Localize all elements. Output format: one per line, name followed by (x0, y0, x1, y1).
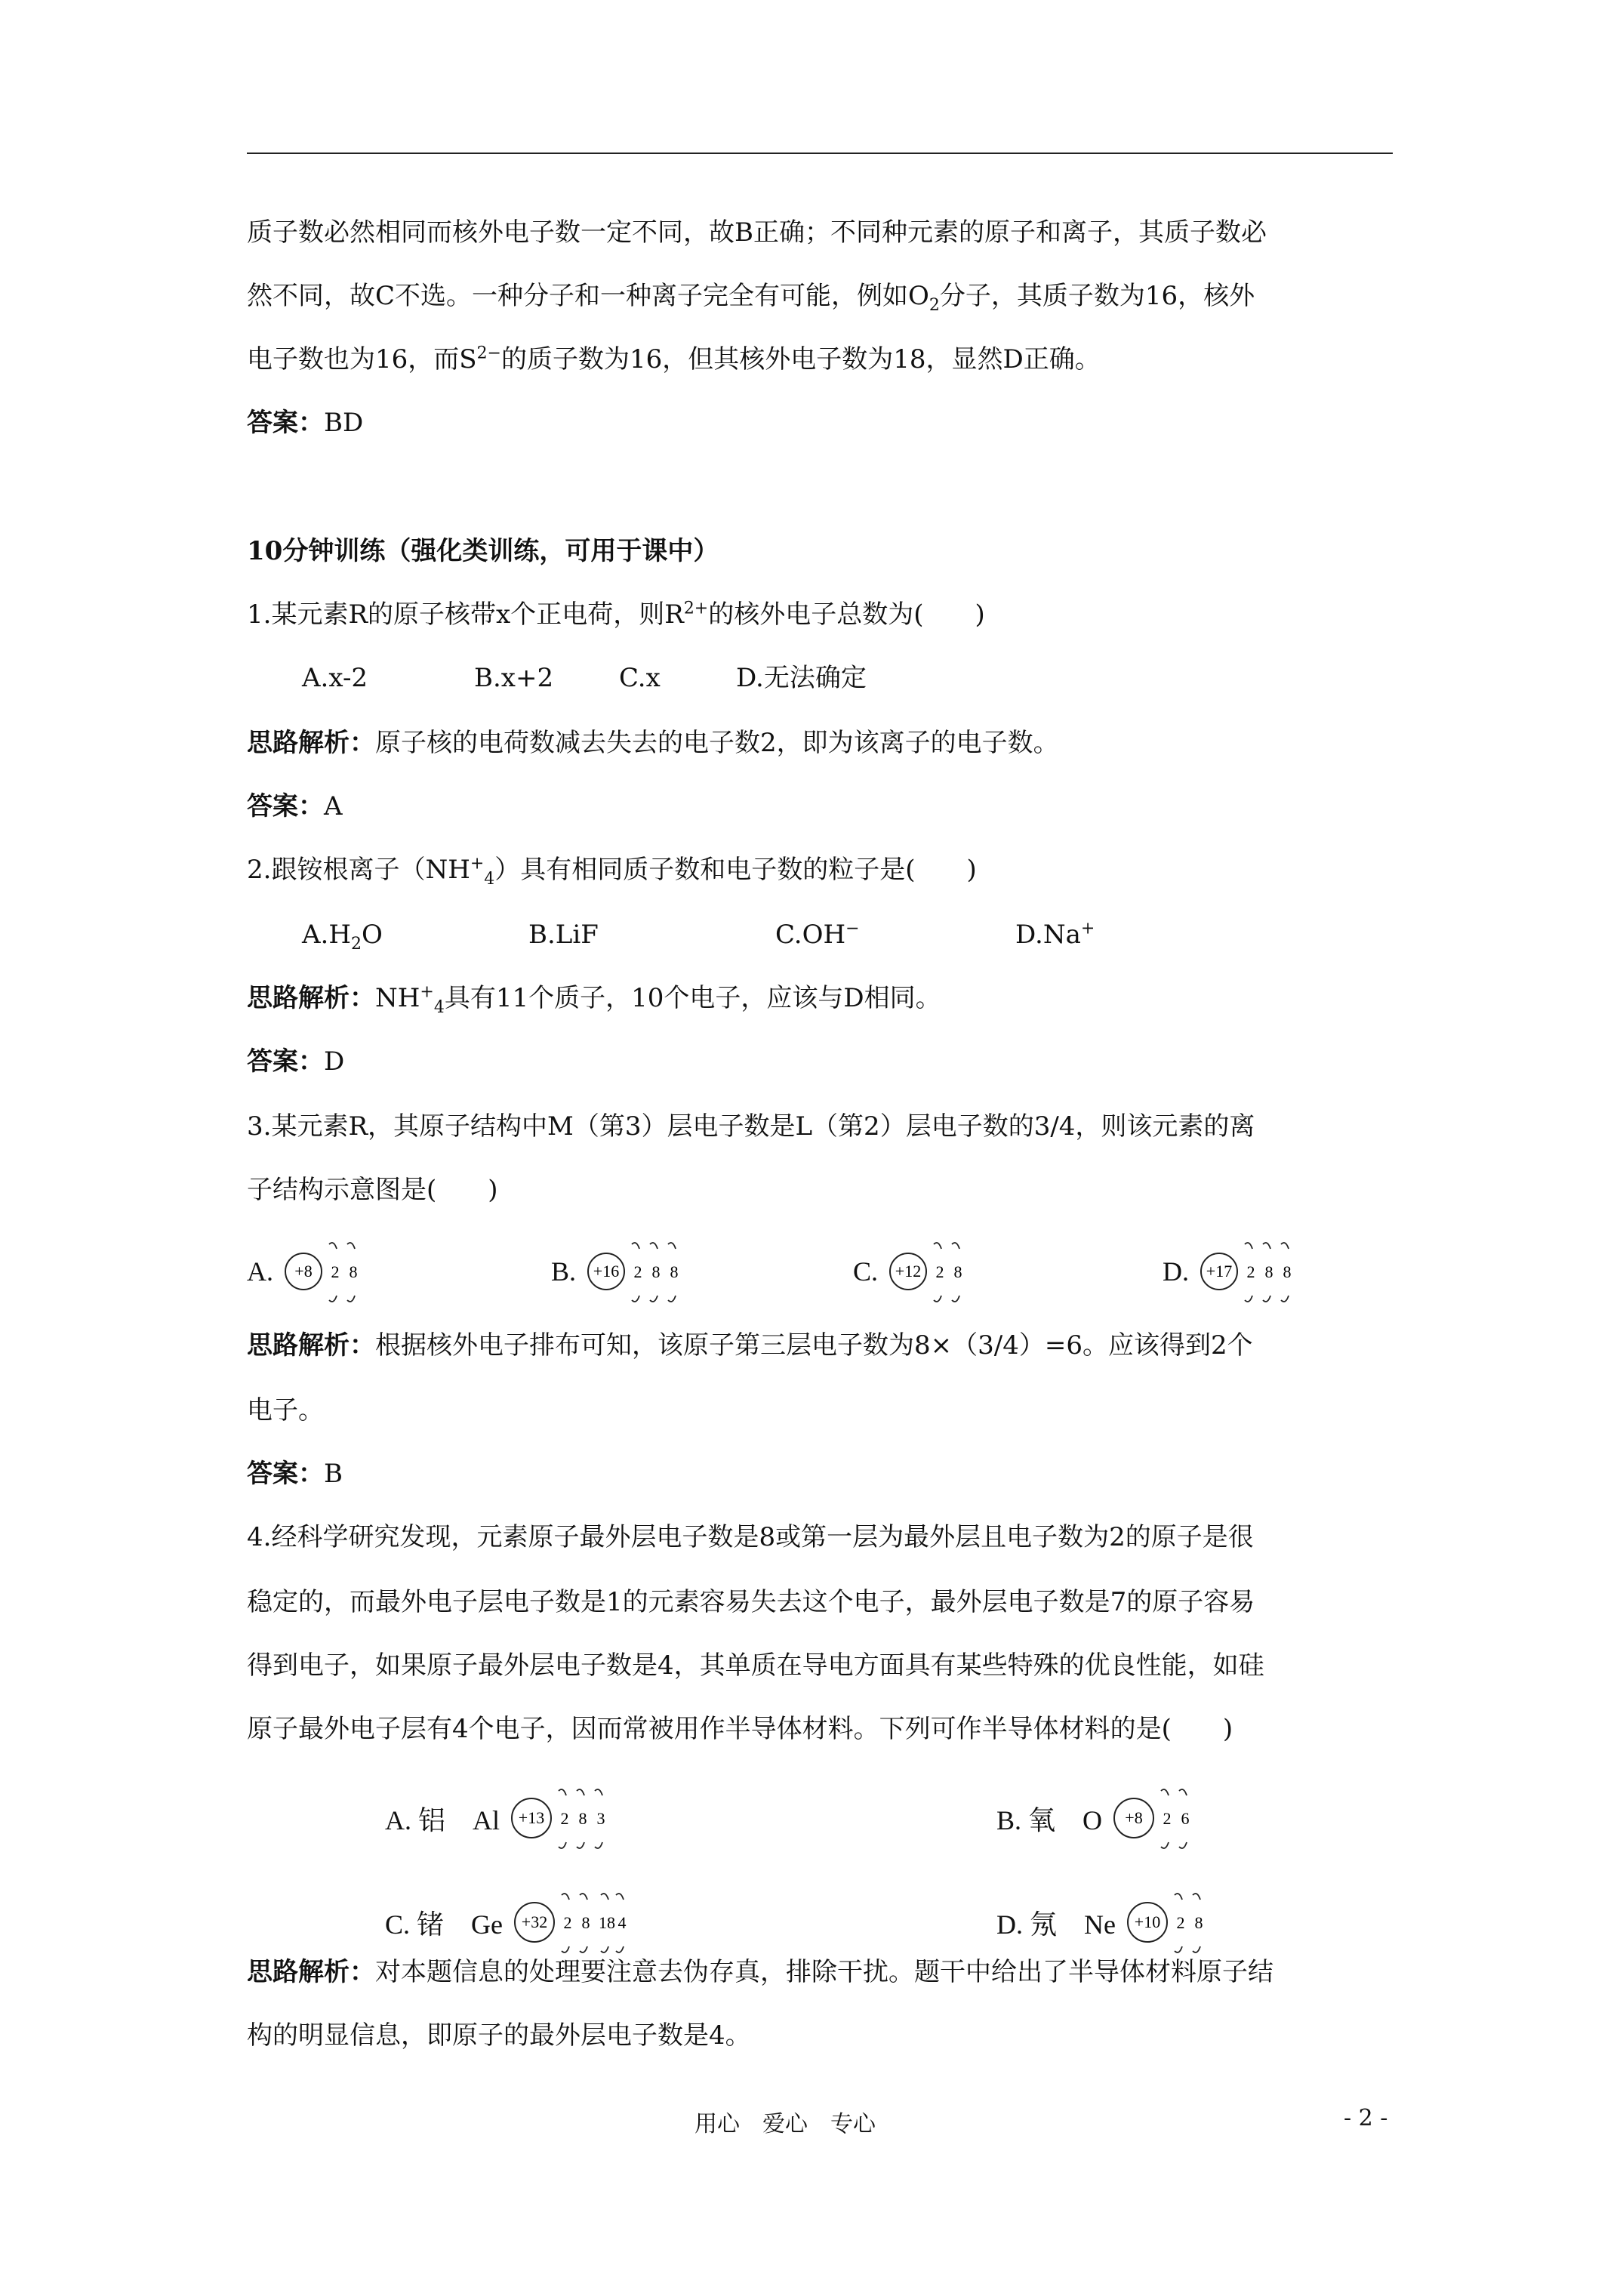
q1-option: B.x+2 (474, 663, 554, 693)
shell-arc-bottom (616, 1946, 624, 1952)
option-label: A. 铝 Al (385, 1804, 500, 1835)
shell-electron-count: 8 (581, 1913, 590, 1932)
shell-electron-count: 8 (1194, 1913, 1203, 1932)
shell-arc-top (1175, 1894, 1182, 1900)
shell-arc-bottom (668, 1296, 676, 1302)
shell-arc-top (601, 1894, 608, 1900)
option-label: D. (1163, 1256, 1189, 1287)
q1-option: C.x (619, 663, 661, 693)
option-label: D. 氖 Ne (996, 1909, 1116, 1940)
atom-diagram (996, 1780, 1214, 1856)
shell-arc-bottom (601, 1946, 608, 1952)
shell-arc-bottom (650, 1296, 658, 1302)
question-3-cont: 子结构示意图是( ) (247, 1175, 498, 1205)
option-label: C. 锗 Ge (385, 1909, 503, 1940)
nucleus-charge: +32 (521, 1912, 548, 1931)
section-heading: 10分钟训练（强化类训练，可用于课中） (247, 536, 719, 566)
atom-diagram (551, 1234, 703, 1309)
option-label: B. 氧 O (996, 1804, 1103, 1835)
explanation-line: 思路解析：原子核的电荷数减去失去的电子数2，即为该离子的电子数。 (247, 728, 1059, 758)
explanation-line: 电子。 (247, 1395, 324, 1425)
shell-electron-count: 2 (935, 1262, 944, 1281)
atom-structure-svg (587, 1234, 703, 1309)
option-label: B. (551, 1256, 577, 1287)
question-4-cont: 得到电子，如果原子最外层电子数是4，其单质在导电方面具有某些特殊的优良性能，如硅 (247, 1650, 1264, 1681)
q2-option: B.LiF (528, 920, 599, 950)
shell-arc-top (577, 1789, 584, 1795)
explanation-line: 思路解析：$NH^+_4$具有11个质子，10个电子，应该与D相同。 (247, 982, 941, 1017)
shell-arc-bottom (1161, 1842, 1169, 1848)
shell-electron-count: 3 (596, 1809, 605, 1828)
answer-line: 答案：BD (247, 408, 364, 438)
shell-electron-count: 8 (953, 1262, 962, 1281)
shell-arc-bottom (952, 1296, 959, 1302)
shell-arc-bottom (595, 1842, 602, 1848)
nucleus-charge: +8 (1125, 1808, 1143, 1827)
option-label: A. (247, 1256, 273, 1287)
nucleus-charge: +10 (1134, 1912, 1161, 1931)
atom-structure-svg (1126, 1885, 1227, 1960)
explanation-line: 思路解析：对本题信息的处理要注意去伪存真，排除干扰。题干中给出了半导体材料原子结 (247, 1957, 1273, 1987)
shell-arc-bottom (577, 1842, 584, 1848)
nucleus-charge: +13 (518, 1808, 545, 1827)
atom-structure-svg (284, 1234, 382, 1309)
shell-electron-count: 2 (563, 1913, 572, 1932)
shell-electron-count: 8 (578, 1809, 587, 1828)
shell-electron-count: 4 (617, 1913, 627, 1932)
explanation-line: 构的明显信息，即原子的最外层电子数是4。 (247, 2020, 751, 2051)
shell-electron-count: 8 (1283, 1262, 1292, 1281)
shell-arc-bottom (347, 1296, 355, 1302)
answer-line: 答案：B (247, 1459, 343, 1489)
shell-arc-bottom (329, 1296, 337, 1302)
explanation-line: 思路解析：根据核外电子排布可知，该原子第三层电子数为8×（3/4）=6。应该得到2个 (247, 1330, 1253, 1361)
shell-arc-bottom (1281, 1296, 1289, 1302)
shell-arc-top (1193, 1894, 1200, 1900)
atom-structure-svg (1113, 1780, 1214, 1856)
nucleus-charge: +8 (294, 1262, 313, 1281)
atom-diagram (853, 1234, 987, 1309)
shell-arc-top (1179, 1789, 1187, 1795)
atom-diagram (1163, 1234, 1316, 1309)
shell-electron-count: 8 (651, 1262, 661, 1281)
text-line: 然不同，故C不选。一种分子和一种离子完全有可能，例如$O_2$分子，其质子数为16，核外 (247, 281, 1255, 315)
shell-arc-bottom (559, 1842, 566, 1848)
page-number: - 2 - (1344, 2105, 1388, 2131)
option-label: C. (853, 1256, 879, 1287)
shell-arc-top (650, 1243, 658, 1249)
shell-arc-top (1263, 1243, 1270, 1249)
shell-arc-bottom (934, 1296, 941, 1302)
shell-arc-top (632, 1243, 639, 1249)
shell-arc-top (1281, 1243, 1289, 1249)
shell-electron-count: 8 (349, 1262, 358, 1281)
text-line: 质子数必然相同而核外电子数一定不同，故B正确；不同种元素的原子和离子，其质子数必 (247, 217, 1267, 248)
question-4-cont: 稳定的，而最外电子层电子数是1的元素容易失去这个电子，最外层电子数是7的原子容易 (247, 1587, 1255, 1617)
answer-line: 答案：D (247, 1046, 345, 1077)
shell-arc-top (1245, 1243, 1252, 1249)
q1-option: D.无法确定 (736, 663, 867, 693)
shell-arc-top (616, 1894, 624, 1900)
atom-structure-svg (1200, 1234, 1316, 1309)
nucleus-charge: +12 (895, 1262, 922, 1281)
shell-electron-count: 8 (670, 1262, 679, 1281)
shell-arc-bottom (1175, 1946, 1182, 1952)
q2-option: D.Na+ (1015, 919, 1095, 950)
atom-diagram (385, 1780, 630, 1856)
q2-option: C.OH− (775, 919, 860, 950)
shell-electron-count: 18 (599, 1913, 615, 1932)
shell-arc-bottom (562, 1946, 569, 1952)
question-4: 4.经科学研究发现，元素原子最外层电子数是8或第一层为最外层且电子数为2的原子是很 (247, 1522, 1254, 1552)
shell-electron-count: 8 (1264, 1262, 1273, 1281)
shell-electron-count: 6 (1181, 1809, 1190, 1828)
atom-diagram (996, 1885, 1227, 1960)
question-1: 1.某元素R的原子核带x个正电荷，则$R^{2+}$的核外电子总数为( ) (247, 599, 985, 630)
nucleus-charge: +16 (593, 1262, 620, 1281)
shell-arc-top (562, 1894, 569, 1900)
header-rule (247, 153, 1393, 154)
shell-arc-top (668, 1243, 676, 1249)
q2-option: $A.H_2O$ (302, 920, 383, 954)
footer-motto: 用心 爱心 专心 (694, 2111, 876, 2137)
atom-structure-svg (888, 1234, 987, 1309)
shell-electron-count: 2 (331, 1262, 340, 1281)
nucleus-charge: +17 (1206, 1262, 1233, 1281)
shell-arc-bottom (632, 1296, 639, 1302)
shell-electron-count: 2 (560, 1809, 569, 1828)
shell-arc-bottom (1263, 1296, 1270, 1302)
question-4-cont: 原子最外电子层有4个电子，因而常被用作半导体材料。下列可作半导体材料的是( ) (247, 1714, 1233, 1744)
shell-arc-top (1161, 1789, 1169, 1795)
shell-arc-bottom (1245, 1296, 1252, 1302)
atom-structure-svg (510, 1780, 630, 1856)
shell-arc-bottom (1179, 1842, 1187, 1848)
shell-arc-bottom (1193, 1946, 1200, 1952)
shell-arc-top (934, 1243, 941, 1249)
shell-arc-top (329, 1243, 337, 1249)
shell-arc-top (952, 1243, 959, 1249)
shell-arc-bottom (580, 1946, 587, 1952)
shell-arc-top (580, 1894, 587, 1900)
text-line: 电子数也为16，而$S^{2-}$的质子数为16，但其核外电子数为18，显然D正确。 (247, 344, 1101, 374)
shell-electron-count: 2 (1246, 1262, 1255, 1281)
shell-arc-top (347, 1243, 355, 1249)
question-2: 2.跟铵根离子$(NH^+_4)$具有相同质子数和电子数的粒子是( ) (247, 854, 977, 889)
atom-structure-svg (513, 1885, 651, 1960)
shell-arc-top (559, 1789, 566, 1795)
q1-option: A.x-2 (302, 663, 368, 693)
question-3: 3.某元素R，其原子结构中M（第3）层电子数是L（第2）层电子数的3/4，则该元素的离 (247, 1111, 1255, 1142)
atom-diagram (385, 1885, 651, 1960)
shell-electron-count: 2 (633, 1262, 642, 1281)
answer-line: 答案：A (247, 791, 343, 821)
shell-arc-top (595, 1789, 602, 1795)
atom-diagram (247, 1234, 382, 1309)
shell-electron-count: 2 (1176, 1913, 1185, 1932)
shell-electron-count: 2 (1163, 1809, 1172, 1828)
